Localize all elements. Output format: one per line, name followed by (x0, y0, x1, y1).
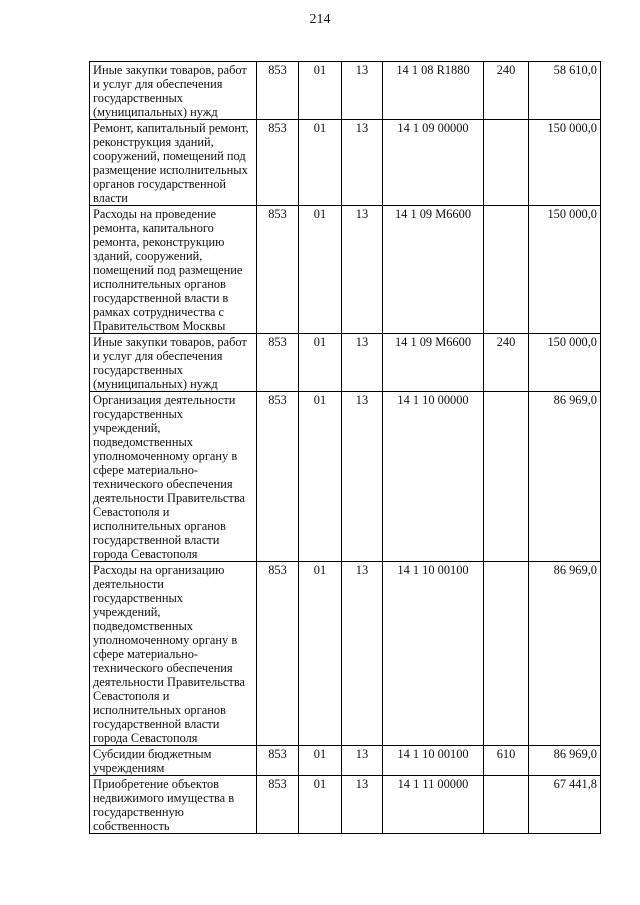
expense-name-cell: Расходы на организацию деятельности государственных учреждений, подведомственных уполномоченному органу в сфере материально-технического обеспечения деятельности Правительства Севастополя и исполнительных органов государственной власти города Севастополя (90, 562, 257, 746)
section-code-cell: 01 (299, 120, 342, 206)
table-row (90, 776, 601, 834)
amount-cell: 150 000,0 (529, 334, 601, 392)
expense-type-cell: 240 (484, 334, 529, 392)
expense-type-cell (484, 562, 529, 746)
amount-cell: 86 969,0 (529, 746, 601, 776)
budget-table (89, 61, 601, 834)
target-article-cell: 14 1 10 00100 (383, 746, 484, 776)
expense-name-cell: Иные закупки товаров, работ и услуг для обеспечения государственных (муниципальных) нужд (90, 62, 257, 120)
expense-type-cell (484, 206, 529, 334)
expense-type-cell (484, 776, 529, 834)
amount-cell: 58 610,0 (529, 62, 601, 120)
expense-type-cell: 610 (484, 746, 529, 776)
expense-name-cell: Расходы на проведение ремонта, капитального ремонта, реконструкцию зданий, сооружений, помещений под размещение исполнительных органов государственной власти в рамках сотрудничества с Правительством Москвы (90, 206, 257, 334)
expense-name-cell: Организация деятельности государственных учреждений, подведомственных уполномоченному органу в сфере материально-технического обеспечения деятельности Правительства Севастополя и исполнительных органов государственной власти города Севастополя (90, 392, 257, 562)
target-article-cell: 14 1 09 М6600 (383, 206, 484, 334)
table-row (90, 562, 601, 746)
subsection-code-cell: 13 (342, 334, 383, 392)
budget-table-body (90, 62, 601, 834)
amount-cell: 86 969,0 (529, 562, 601, 746)
subsection-code-cell: 13 (342, 562, 383, 746)
expense-name-cell: Приобретение объектов недвижимого имущества в государственную собственность (90, 776, 257, 834)
expense-type-cell: 240 (484, 62, 529, 120)
target-article-cell: 14 1 10 00100 (383, 562, 484, 746)
grbs-code-cell: 853 (257, 392, 299, 562)
page-number: 214 (309, 12, 331, 27)
section-code-cell: 01 (299, 62, 342, 120)
grbs-code-cell: 853 (257, 334, 299, 392)
table-row (90, 206, 601, 334)
section-code-cell: 01 (299, 562, 342, 746)
expense-type-cell (484, 392, 529, 562)
table-row (90, 334, 601, 392)
section-code-cell: 01 (299, 392, 342, 562)
grbs-code-cell: 853 (257, 776, 299, 834)
table-row (90, 62, 601, 120)
target-article-cell: 14 1 09 М6600 (383, 334, 484, 392)
grbs-code-cell: 853 (257, 562, 299, 746)
subsection-code-cell: 13 (342, 776, 383, 834)
subsection-code-cell: 13 (342, 392, 383, 562)
section-code-cell: 01 (299, 206, 342, 334)
expense-name-cell: Субсидии бюджетным учреждениям (90, 746, 257, 776)
expense-type-cell (484, 120, 529, 206)
table-row (90, 392, 601, 562)
grbs-code-cell: 853 (257, 62, 299, 120)
amount-cell: 67 441,8 (529, 776, 601, 834)
amount-cell: 86 969,0 (529, 392, 601, 562)
table-row (90, 746, 601, 776)
target-article-cell: 14 1 09 00000 (383, 120, 484, 206)
amount-cell: 150 000,0 (529, 120, 601, 206)
expense-name-cell: Ремонт, капитальный ремонт, реконструкция зданий, сооружений, помещений под размещение исполнительных органов государственной власти (90, 120, 257, 206)
grbs-code-cell: 853 (257, 746, 299, 776)
table-row (90, 120, 601, 206)
subsection-code-cell: 13 (342, 120, 383, 206)
subsection-code-cell: 13 (342, 746, 383, 776)
grbs-code-cell: 853 (257, 206, 299, 334)
target-article-cell: 14 1 10 00000 (383, 392, 484, 562)
section-code-cell: 01 (299, 776, 342, 834)
subsection-code-cell: 13 (342, 62, 383, 120)
expense-name-cell: Иные закупки товаров, работ и услуг для обеспечения государственных (муниципальных) нужд (90, 334, 257, 392)
amount-cell: 150 000,0 (529, 206, 601, 334)
section-code-cell: 01 (299, 334, 342, 392)
subsection-code-cell: 13 (342, 206, 383, 334)
target-article-cell: 14 1 08 R1880 (383, 62, 484, 120)
section-code-cell: 01 (299, 746, 342, 776)
target-article-cell: 14 1 11 00000 (383, 776, 484, 834)
grbs-code-cell: 853 (257, 120, 299, 206)
